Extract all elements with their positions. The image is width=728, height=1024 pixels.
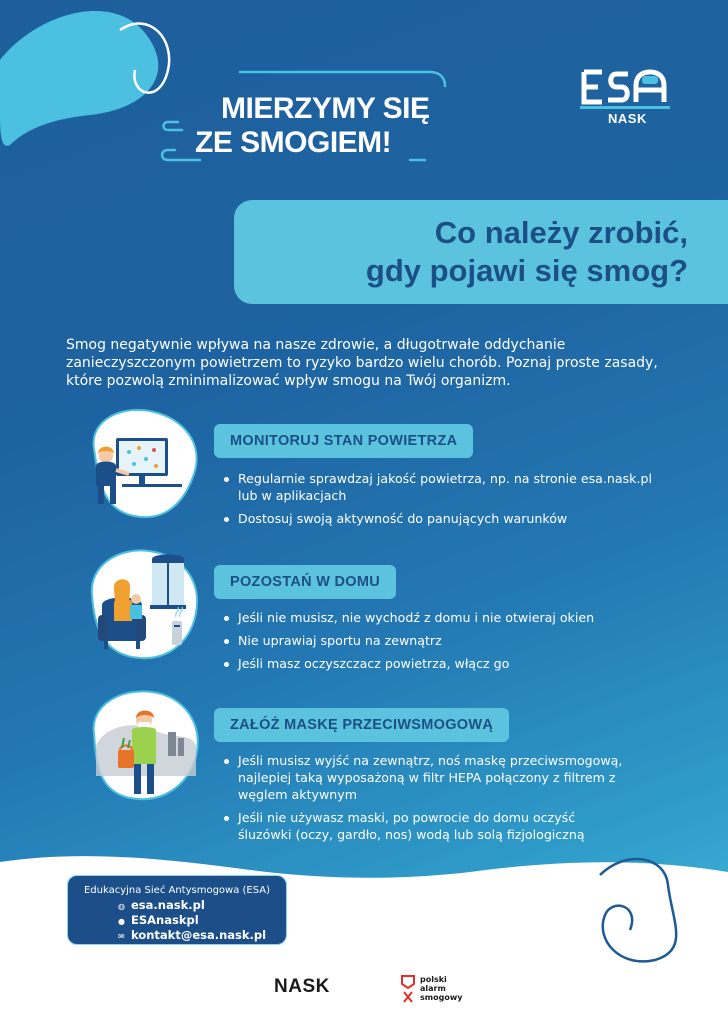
contact-title: Edukacyjna Sieć Antysmogowa (ESA) <box>83 885 271 896</box>
question-banner <box>234 200 728 304</box>
section-stay-home-heading: POZOSTAŃ W DOMU <box>214 565 396 599</box>
question-line-2: gdy pojawi się smog? <box>365 253 688 288</box>
contact-box <box>67 875 287 945</box>
list-item: Jeśli nie musisz, nie wychodź z domu i nie otwieraj okien <box>222 609 652 626</box>
slogan-line-2: ZE SMOGIEM! <box>195 126 392 159</box>
section-mask-heading: ZAŁÓŻ MASKĘ PRZECIWSMOGOWĄ <box>214 708 509 742</box>
nask-footer-logo: NASK <box>274 976 330 997</box>
esa-logo <box>580 66 670 130</box>
pas-logo-mark <box>400 974 416 1004</box>
contact-website[interactable] <box>118 898 205 912</box>
contact-website-text: esa.nask.pl <box>131 898 205 912</box>
slogan <box>195 92 475 160</box>
monitor-illustration <box>84 404 204 524</box>
contact-email-text: kontakt@esa.nask.pl <box>131 928 267 942</box>
contact-social-text: ESAnaskpl <box>131 913 199 927</box>
stay-home-illustration <box>84 545 204 665</box>
list-item: Dostosuj swoją aktywność do panujących warunków <box>222 510 652 527</box>
pas-line-1: polski <box>420 975 447 984</box>
pas-line-3: smogowy <box>420 993 463 1002</box>
globe-icon: ◍ <box>118 902 125 911</box>
list-item: Jeśli nie używasz maski, po powrocie do domu oczyść śluzówki (oczy, gardło, nos) wodą lub solą fizjologiczną <box>222 809 632 843</box>
section-monitor-heading: MONITORUJ STAN POWIETRZA <box>214 424 473 458</box>
slogan-line-1: MIERZYMY SIĘ <box>221 92 430 125</box>
section-monitor-bullets <box>222 470 652 533</box>
list-item: Jeśli masz oczyszczacz powietrza, włącz go <box>222 655 652 672</box>
list-item: Jeśli musisz wyjść na zewnątrz, noś maskę przeciwsmogową, najlepiej taką wyposażoną w filtr HEPA połączony z filtrem z węglem aktywnym <box>222 752 632 803</box>
question-line-1: Co należy zrobić, <box>434 215 688 250</box>
social-icon: ● <box>118 917 125 926</box>
intro-paragraph: Smog negatywnie wpływa na nasze zdrowie, a długotrwałe oddychanie zanieczyszczonym powietrzem to ryzyko bardzo wielu chorób. Poznaj proste zasady, które pozwolą zminimalizować wpływ smogu na Twój organizm. <box>66 337 658 389</box>
contact-social[interactable] <box>118 913 199 927</box>
polski-alarm-smogowy-logo <box>400 974 480 1008</box>
question-text <box>366 214 688 290</box>
esa-logo-mark <box>580 66 670 110</box>
list-item: Regularnie sprawdzaj jakość powietrza, np. na stronie esa.nask.pl lub w aplikacjach <box>222 470 652 504</box>
envelope-icon: ✉ <box>118 932 125 941</box>
mask-illustration <box>84 686 204 806</box>
list-item: Nie uprawiaj sportu na zewnątrz <box>222 632 652 649</box>
pas-logo-text <box>420 975 462 1002</box>
pas-line-2: alarm <box>420 984 446 993</box>
esa-logo-nask: NASK <box>608 111 647 126</box>
section-stay-home-bullets <box>222 609 652 678</box>
contact-email[interactable] <box>118 928 266 942</box>
section-mask-bullets <box>222 752 632 849</box>
